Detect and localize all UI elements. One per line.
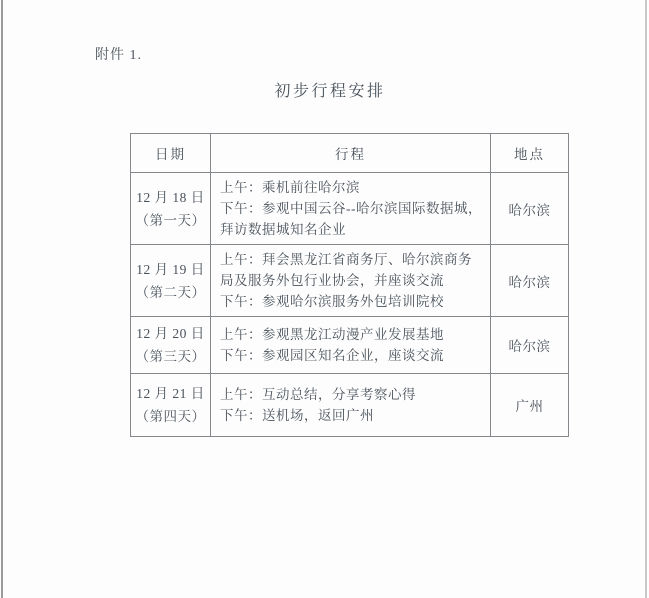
table-row-day4 [131,374,569,437]
day-number-text: （第四天） [135,409,206,424]
itinerary-morning: 上午：参观黑龙江动漫产业发展基地 [220,327,444,342]
date-cell [131,317,211,374]
location-cell: 哈尔滨 [491,317,569,374]
location-cell: 广州 [491,374,569,437]
itinerary-morning: 上午：互动总结，分享考察心得 [220,387,416,402]
day-number-text: （第三天） [135,349,206,364]
location-cell: 哈尔滨 [491,173,569,245]
table-row-day2 [131,245,569,317]
itinerary-cell [211,245,491,317]
itinerary-morning: 上午：拜会黑龙江省商务厅、哈尔滨商务局及服务外包行业协会，并座谈交流 [220,252,472,288]
itinerary-cell [211,374,491,437]
page-title: 初步行程安排 [274,83,386,100]
date-cell [131,245,211,317]
date-text: 12 月 18 日 [136,189,205,205]
table-header-row [131,134,569,173]
header-date: 日期 [131,134,211,173]
scan-edge-left [1,0,3,598]
day-number-text: （第二天） [135,284,206,300]
itinerary-cell [211,173,491,245]
date-text: 12 月 19 日 [136,261,205,277]
itinerary-afternoon: 下午：参观哈尔滨服务外包培训院校 [220,294,444,309]
table-row-day3 [131,317,569,374]
header-itinerary: 行程 [211,134,491,173]
day-number-text: （第一天） [135,212,206,228]
date-text: 12 月 21 日 [136,386,205,401]
location-cell: 哈尔滨 [491,245,569,317]
scan-edge-right [645,0,647,598]
itinerary-afternoon: 下午：参观中国云谷--哈尔滨国际数据城，拜访数据城知名企业 [220,201,482,237]
itinerary-morning: 上午：乘机前往哈尔滨 [220,180,360,195]
date-text: 12 月 20 日 [136,326,205,341]
itinerary-cell [211,317,491,374]
header-location: 地点 [491,134,569,173]
attachment-label: 附件 1. [95,48,142,63]
date-cell [131,173,211,245]
date-cell [131,374,211,437]
itinerary-afternoon: 下午：参观园区知名企业，座谈交流 [220,348,444,363]
itinerary-afternoon: 下午：送机场，返回广州 [220,408,374,423]
itinerary-table [130,133,569,437]
table-row-day1 [131,173,569,245]
